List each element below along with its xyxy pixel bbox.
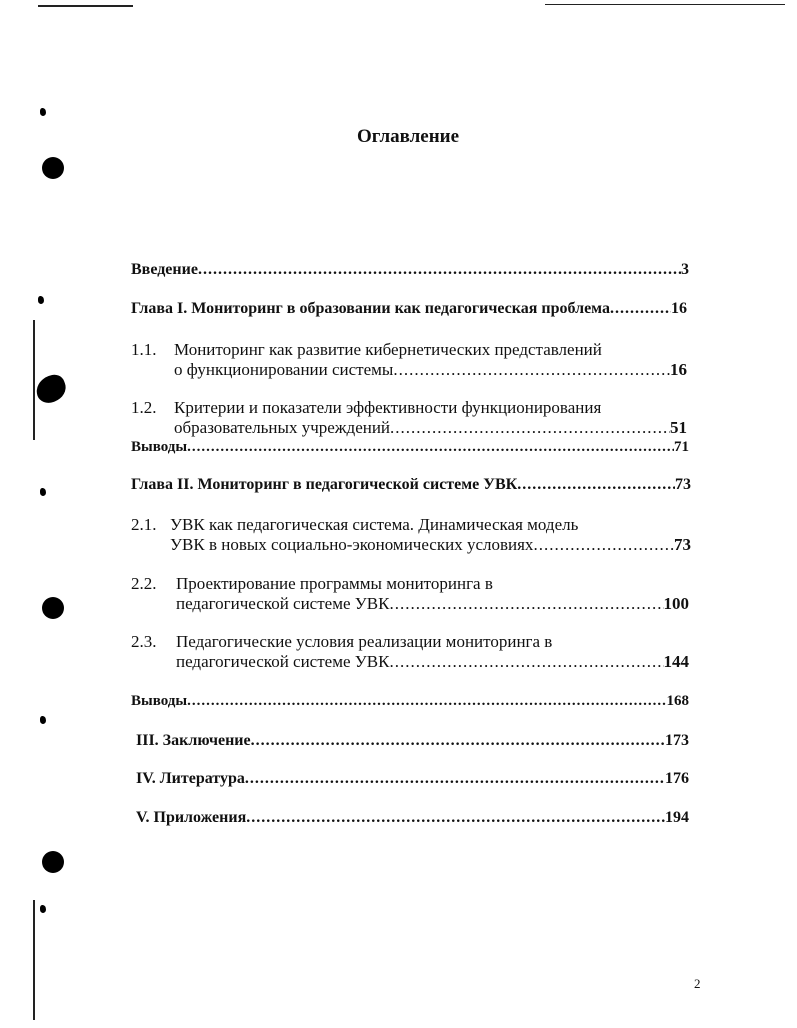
toc-entry-label: Глава I. Мониторинг в образовании как педагогическая проблема	[131, 300, 610, 317]
toc-entry	[131, 260, 689, 280]
toc-entry-page: 3	[681, 261, 689, 278]
toc-entry-label: III. Заключение	[136, 732, 251, 749]
toc-entry-page: 51	[670, 418, 687, 437]
title-text: Оглавление	[357, 126, 460, 147]
toc-entry	[131, 632, 689, 672]
toc-entry-line1: Критерии и показатели эффективности функционирования	[174, 398, 602, 417]
toc-entry-label: Выводы	[131, 693, 188, 709]
toc-entry	[131, 398, 687, 438]
toc-entry-line2: педагогической системе УВК	[176, 594, 390, 613]
punch-hole	[42, 851, 64, 873]
toc-leader	[390, 418, 670, 438]
toc-entry-line2: о функционировании системы	[174, 360, 394, 379]
toc-entry	[136, 808, 689, 828]
scan-margin-line	[33, 900, 35, 1020]
toc-entry-number: 2.3.	[131, 632, 157, 651]
toc-entry-page: 194	[665, 809, 689, 826]
toc-leader	[245, 769, 665, 789]
toc-entry	[131, 515, 691, 555]
toc-entry-label: IV. Литература	[136, 770, 245, 787]
toc-entry	[131, 437, 689, 457]
toc-entry-label: Глава II. Мониторинг в педагогической системе УВК	[131, 476, 518, 493]
scan-blot	[32, 372, 69, 407]
toc-entry-page: 73	[674, 535, 691, 554]
toc-leader	[198, 260, 681, 280]
toc-entry-page: 173	[665, 732, 689, 749]
scan-edge-line	[545, 4, 785, 5]
toc-leader	[246, 808, 665, 828]
toc-entry	[136, 731, 689, 751]
toc-entry-label: V. Приложения	[136, 809, 247, 826]
toc-entry	[131, 299, 687, 319]
toc-leader	[517, 475, 675, 495]
toc-entry-page: 16	[670, 360, 687, 379]
scan-edge-line	[38, 5, 133, 7]
toc-entry-line1: Педагогические условия реализации мониторинга в	[176, 632, 553, 651]
toc-leader	[389, 594, 663, 614]
toc-entry	[131, 574, 689, 614]
toc-entry-line1: Проектирование программы мониторинга в	[176, 574, 493, 593]
punch-hole	[42, 157, 64, 179]
scan-speck	[40, 905, 46, 913]
toc-entry-line2: образовательных учреждений	[174, 418, 391, 437]
toc-entry-line1: Мониторинг как развитие кибернетических представлений	[174, 340, 602, 359]
scan-speck	[40, 716, 46, 724]
toc-entry-page: 168	[666, 693, 689, 709]
toc-entry-label: Выводы	[131, 439, 188, 455]
punch-hole	[42, 597, 64, 619]
page-number: 2	[694, 976, 701, 991]
scan-speck	[38, 296, 44, 304]
toc-entry-line2: УВК в новых социально-экономических условиях	[170, 535, 534, 554]
toc-leader	[610, 299, 671, 319]
toc-entry-page: 144	[663, 652, 689, 671]
toc-entry-page: 71	[674, 439, 689, 455]
toc-entry-page: 100	[663, 594, 689, 613]
toc-entry	[131, 340, 687, 380]
toc-entry-number: 2.2.	[131, 574, 157, 593]
toc-entry-line1: УВК как педагогическая система. Динамическая модель	[170, 515, 579, 534]
toc-entry-number: 1.2.	[131, 398, 157, 417]
toc-leader	[393, 360, 670, 380]
toc-leader	[533, 535, 674, 555]
toc-entry-number: 2.1.	[131, 515, 157, 534]
toc-entry-number: 1.1.	[131, 340, 157, 359]
scan-speck	[40, 108, 46, 116]
scan-margin-line	[33, 320, 35, 440]
toc-entry-page: 16	[671, 300, 687, 317]
toc-entry-page: 73	[675, 476, 691, 493]
toc-leader	[389, 652, 663, 672]
toc-entry-line2: педагогической системе УВК	[176, 652, 390, 671]
toc-leader	[251, 731, 665, 751]
toc-entry-page: 176	[665, 770, 689, 787]
toc-leader	[187, 437, 674, 457]
toc-entry	[131, 475, 691, 495]
scan-speck	[40, 488, 46, 496]
toc-entry	[131, 691, 689, 711]
toc-leader	[187, 691, 666, 711]
toc-entry-label: Введение	[131, 261, 198, 278]
toc-entry	[136, 769, 689, 789]
